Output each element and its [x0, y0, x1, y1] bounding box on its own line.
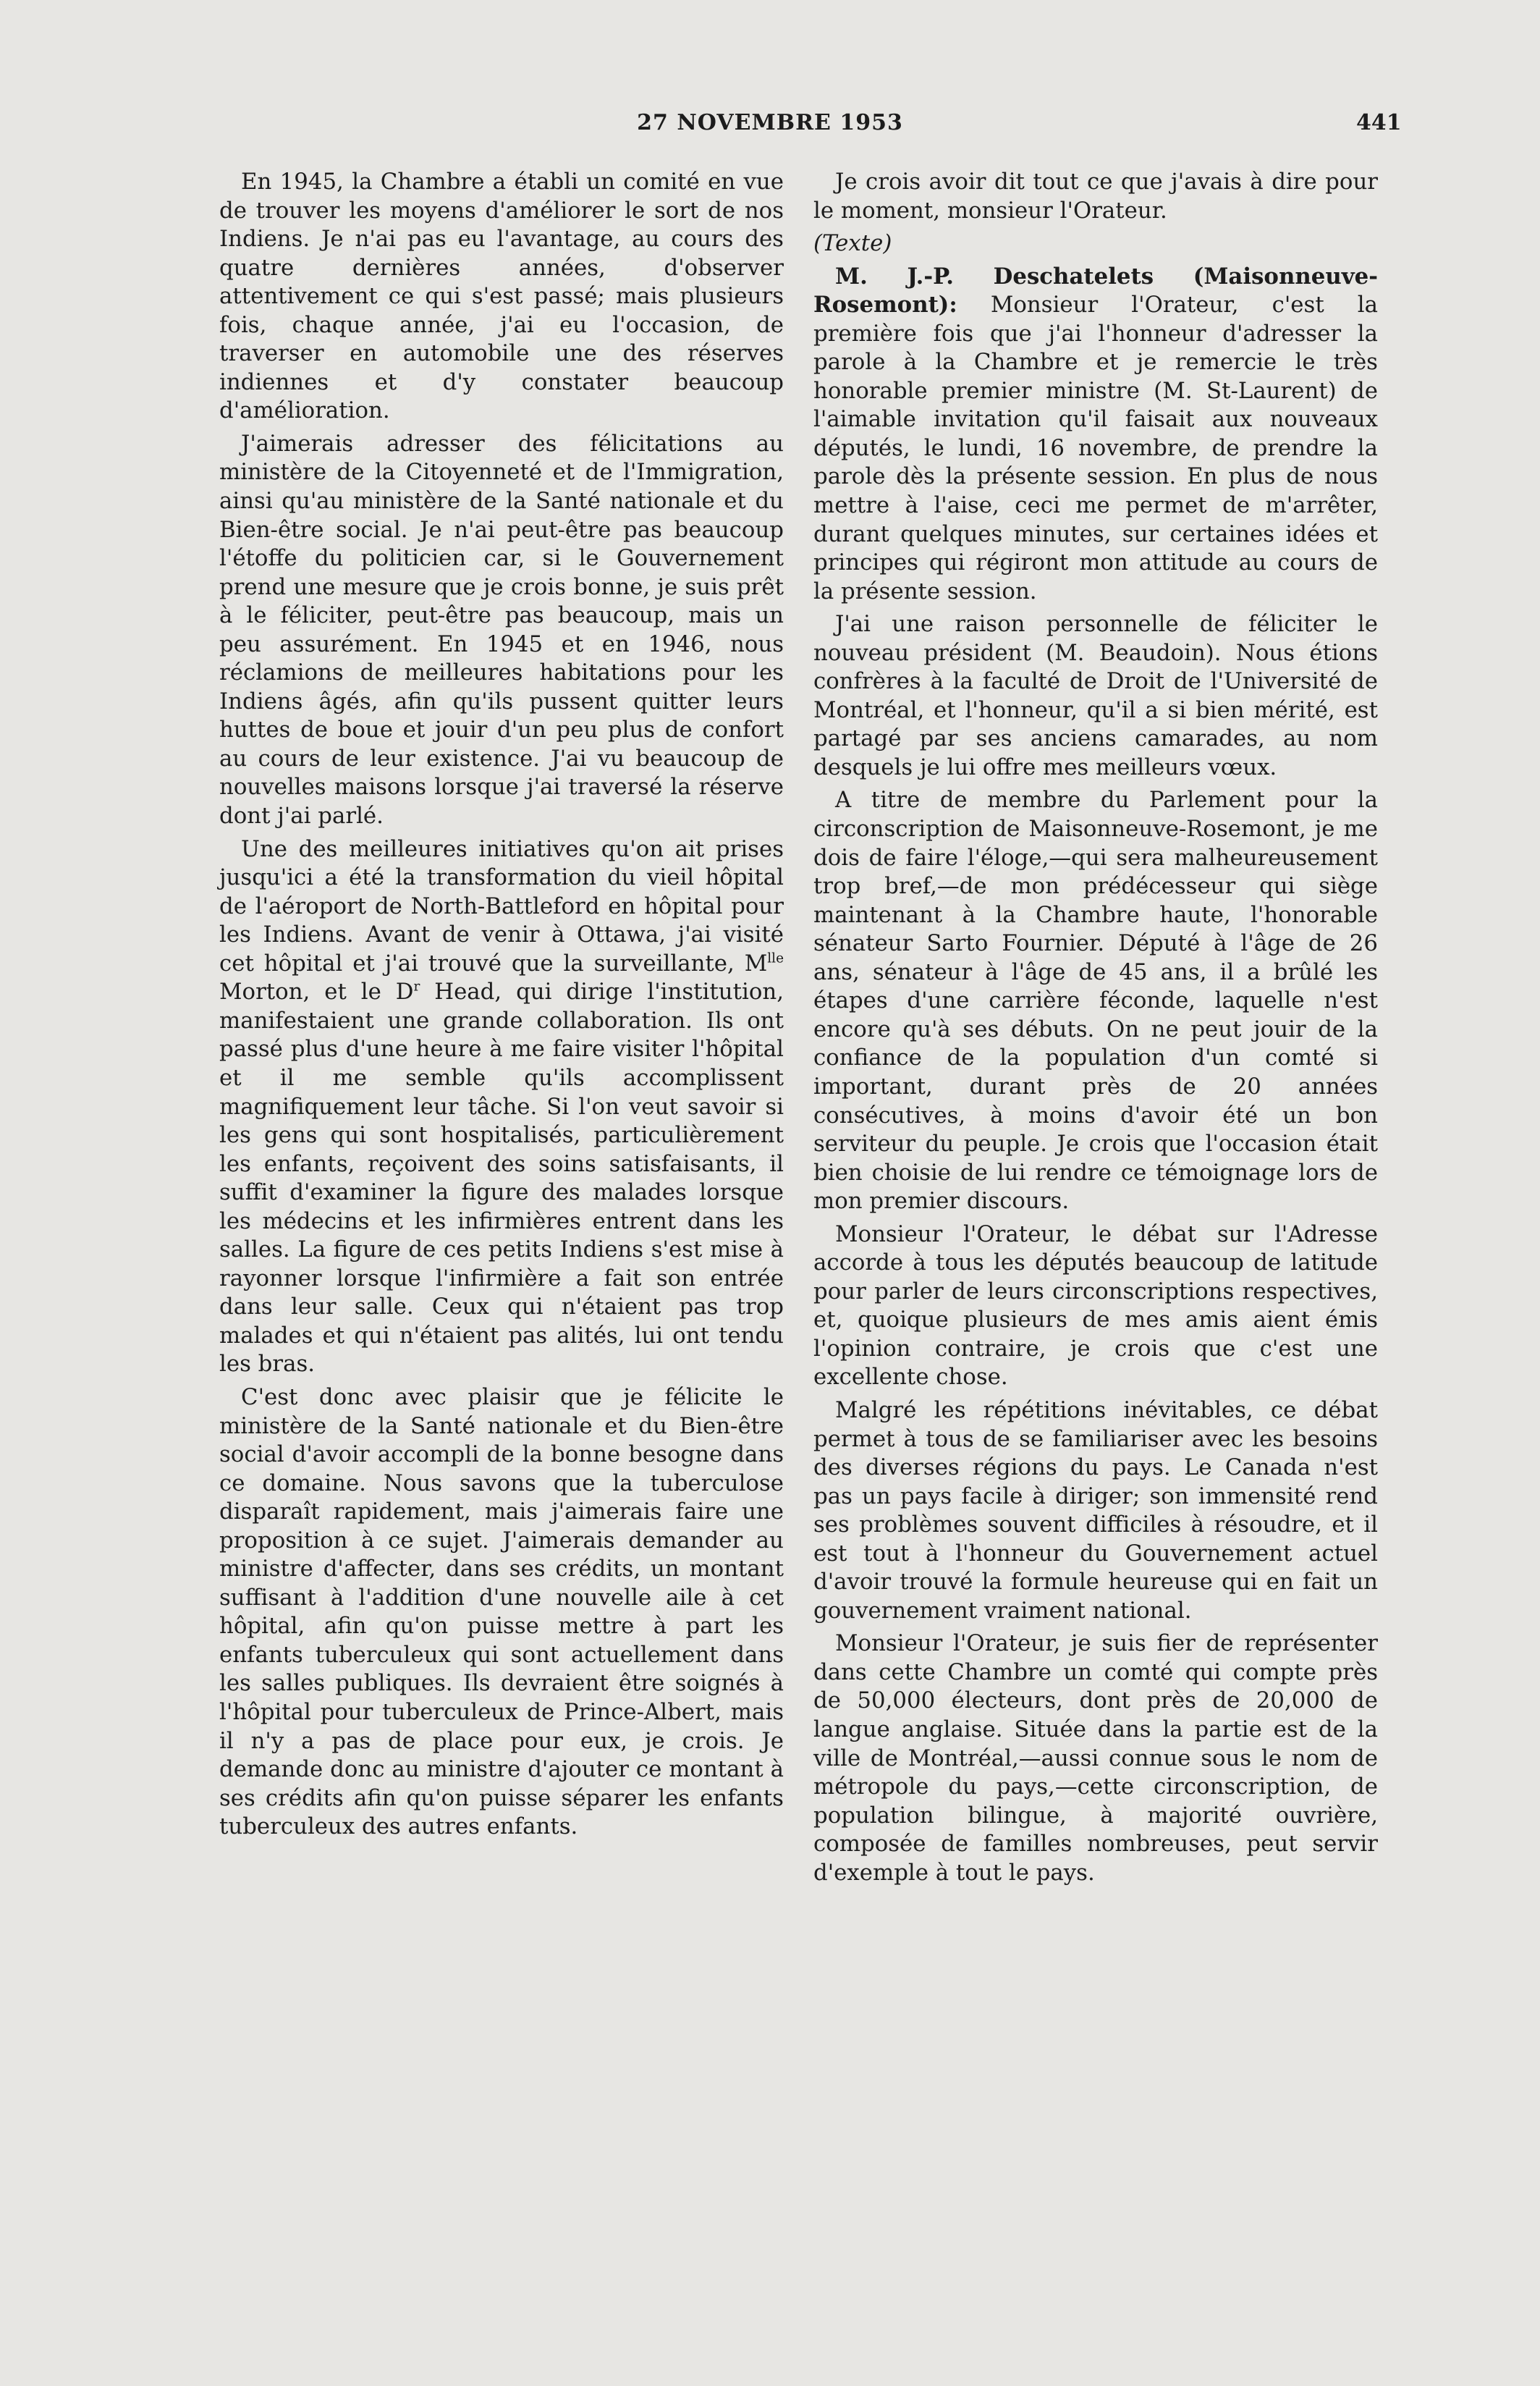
paragraph: C'est donc avec plaisir que je félicite le ministère de la Santé nationale et du Bien-être social d'avoir accompli de la bonne besogne dans ce domaine. Nous savons que la tuberculose disparaît rapidement, mais j'aimerais faire une proposition à ce sujet. J'aimerais demander au ministre d'affecter, dans ses crédits, un montant suffisant à l'addition d'une nouvelle aile à cet hôpital, afin qu'on puisse mettre à part les enfants tuberculeux qui sont actuellement dans les salles publiques. Ils devraient être soignés à l'hôpital pour tuberculeux de Prince-Albert, mais il n'y a pas de place pour eux, je crois. Je demande donc au ministre d'ajouter ce montant à ses crédits afin qu'on puisse séparer les enfants tuberculeux des autres enfants. [219, 1383, 784, 1840]
paragraph [219, 835, 784, 1379]
texte-marker [813, 229, 1378, 258]
right-column [813, 168, 1378, 1887]
page-number: 441 [1356, 110, 1402, 135]
speaker-name: M. J.-P. Deschatelets (Maisonneuve-Rosemont): [813, 263, 1378, 319]
paragraph: Monsieur l'Orateur, je suis fier de représenter dans cette Chambre un comté qui compte près de 50,000 électeurs, dont près de 20,000 de langue anglaise. Située dans la partie est de la ville de Montréal,—aussi connue sous le nom de métropole du pays,—cette circonscription, de population bilingue, à majorité ouvrière, composée de familles nombreuses, peut servir d'exemple à tout le pays. [813, 1630, 1378, 1886]
paragraph: J'ai une raison personnelle de féliciter le nouveau président (M. Beaudoin). Nous étions confrères à la faculté de Droit de l'Université de Montréal, et l'honneur, qu'il a si bien mérité, est partagé par ses anciens camarades, au nom desquels je lui offre mes meilleurs vœux. [813, 611, 1378, 780]
page-header-date: 27 NOVEMBRE 1953 [637, 110, 903, 135]
paragraph-text: Une des meilleures initiatives qu'on ait prises jusqu'ici a été la transformation du vieil hôpital de l'aéroport de North-Battleford en hôpital pour les Indiens. Avant de venir à Ottawa, j'ai visité cet hôpital et j'ai trouvé que la surveillante, M [219, 835, 784, 977]
paragraph: J'aimerais adresser des félicitations au ministère de la Citoyenneté et de l'Immigration, ainsi qu'au ministère de la Santé nationale et du Bien-être social. Je n'ai peut-être pas beaucoup l'étoffe du politicien car, si le Gouvernement prend une mesure que je crois bonne, je suis prêt à le féliciter, peut-être pas beaucoup, mais un peu assurément. En 1945 et en 1946, nous réclamions de meilleures habitations pour les Indiens âgés, afin qu'ils pussent quitter leurs huttes de boue et jouir d'un peu plus de confort au cours de leur existence. J'ai vu beaucoup de nouvelles maisons lorsque j'ai traversé la réserve dont j'ai parlé. [219, 430, 784, 830]
paragraph-text: Morton, et le D [219, 979, 414, 1006]
paragraph: En 1945, la Chambre a établi un comité en vue de trouver les moyens d'améliorer le sort de nos Indiens. Je n'ai pas eu l'avantage, au cours des quatre dernières années, d'observer attentivement ce qui s'est passé; mais plusieurs fois, chaque année, j'ai eu l'occasion, de traverser en automobile une des réserves indiennes et d'y constater beaucoup d'amélioration. [219, 169, 784, 424]
left-column [219, 168, 784, 1842]
texte-tag: (Texte) [813, 230, 892, 257]
paragraph: Je crois avoir dit tout ce que j'avais à dire pour le moment, monsieur l'Orateur. [813, 169, 1378, 224]
superscript: lle [767, 950, 784, 966]
paragraph-text: Head, qui dirige l'institution, manifestaient une grande collaboration. Ils ont passé plus d'une heure à me faire visiter l'hôpital et il me semble qu'ils accomplissent magnifiquement leur tâche. Si l'on veut savoir si les gens qui sont hospitalisés, particulièrement les enfants, reçoivent des soins satisfaisants, il suffit d'examiner la figure des malades lorsque les médecins et les infirmières entrent dans les salles. La figure de ces petits Indiens s'est mise à rayonner lorsque l'infirmière a fait son entrée dans leur salle. Ceux qui n'étaient pas trop malades et qui n'étaient pas alités, lui ont tendu les bras. [219, 979, 784, 1378]
paragraph: Monsieur l'Orateur, le débat sur l'Adresse accorde à tous les députés beaucoup de latitude pour parler de leurs circonscriptions respectives, et, quoique plusieurs de mes amis aient émis l'opinion contraire, je crois que c'est une excellente chose. [813, 1221, 1378, 1391]
superscript: r [413, 979, 420, 995]
paragraph-text: Monsieur l'Orateur, c'est la première fois que j'ai l'honneur d'adresser la parole à la Chambre et je remercie le très honorable premier ministre (M. St-Laurent) de l'aimable invitation qu'il faisait aux nouveaux députés, le lundi, 16 novembre, de prendre la parole dès la présente session. En plus de nous mettre à l'aise, ceci me permet de m'arrêter, durant quelques minutes, sur certaines idées et principes qui régiront mon attitude au cours de la présente session. [813, 292, 1378, 604]
paragraph: Malgré les répétitions inévitables, ce débat permet à tous de se familiariser avec les besoins des diverses régions du pays. Le Canada n'est pas un pays facile à diriger; son immensité rend ses problèmes souvent difficiles à résoudre, et il est tout à l'honneur du Gouvernement actuel d'avoir trouvé la formule heureuse qui en fait un gouvernement vraiment national. [813, 1396, 1378, 1624]
paragraph: A titre de membre du Parlement pour la circonscription de Maisonneuve-Rosemont, je me dois de faire l'éloge,—qui sera malheureusement trop bref,—de mon prédécesseur qui siège maintenant à la Chambre haute, l'honorable sénateur Sarto Fournier. Député à l'âge de 26 ans, sénateur à l'âge de 45 ans, il a brûlé les étapes d'une carrière féconde, laquelle n'est encore qu'à ses débuts. On ne peut jouir de la confiance de la population d'un comté si important, durant près de 20 années consécutives, à moins d'avoir été un bon serviteur du peuple. Je crois que l'occasion était bien choisie de lui rendre ce témoignage lors de mon premier discours. [813, 787, 1378, 1215]
paragraph [813, 263, 1378, 607]
